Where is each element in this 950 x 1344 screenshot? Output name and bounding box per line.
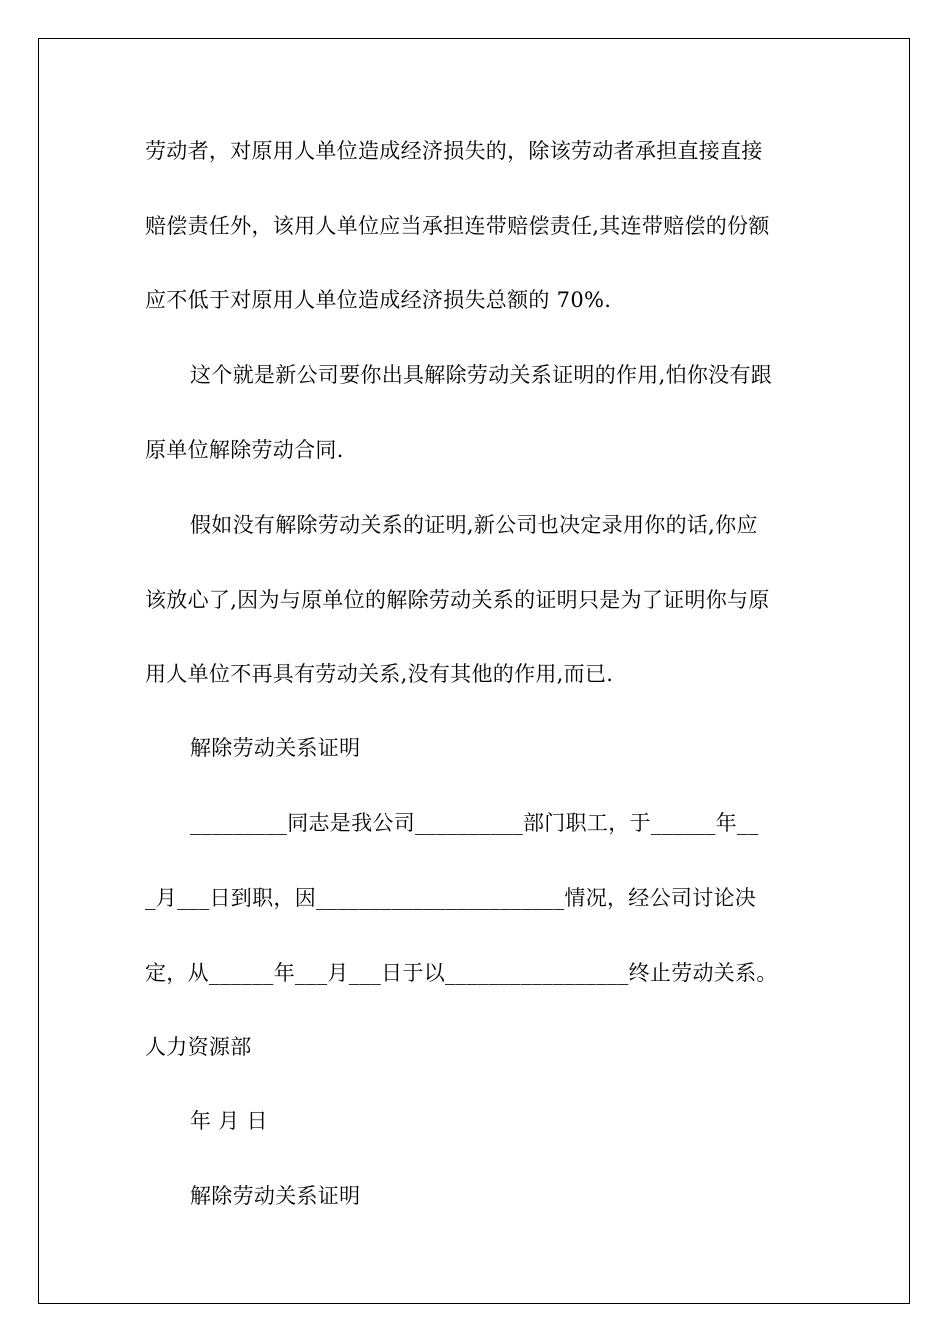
department-signature: 人力资源部 (145, 1035, 252, 1059)
certificate-form-line: _月___日到职，因_______________________情况，经公司讨论决 (145, 886, 757, 910)
body-text-line: 赔偿责任外，该用人单位应当承担连带赔偿责任,其连带赔偿的份额 (145, 214, 770, 238)
certificate-form-line: _________同志是我公司__________部门职工，于______年__ (190, 811, 759, 835)
paragraph-start-line: 这个就是新公司要你出具解除劳动关系证明的作用,怕你没有跟 (190, 363, 773, 387)
date-line: 年 月 日 (190, 1109, 268, 1133)
certificate-heading: 解除劳动关系证明 (190, 736, 361, 760)
certificate-heading-2: 解除劳动关系证明 (190, 1184, 361, 1208)
body-text-line: 该放心了,因为与原单位的解除劳动关系的证明只是为了证明你与原 (145, 588, 770, 612)
body-text-line: 原单位解除劳动合同. (145, 438, 344, 462)
body-text-line: 劳动者，对原用人单位造成经济损失的，除该劳动者承担直接直接 (145, 139, 763, 163)
body-text-line: 用人单位不再具有劳动关系,没有其他的作用,而已. (145, 662, 614, 686)
certificate-form-line: 定，从______年___月___日于以_________________终止劳动关系。 (145, 961, 778, 985)
paragraph-start-line: 假如没有解除劳动关系的证明,新公司也决定录用你的话,你应 (190, 513, 758, 537)
body-text-line: 应不低于对原用人单位造成经济损失总额的 70%. (145, 288, 612, 312)
